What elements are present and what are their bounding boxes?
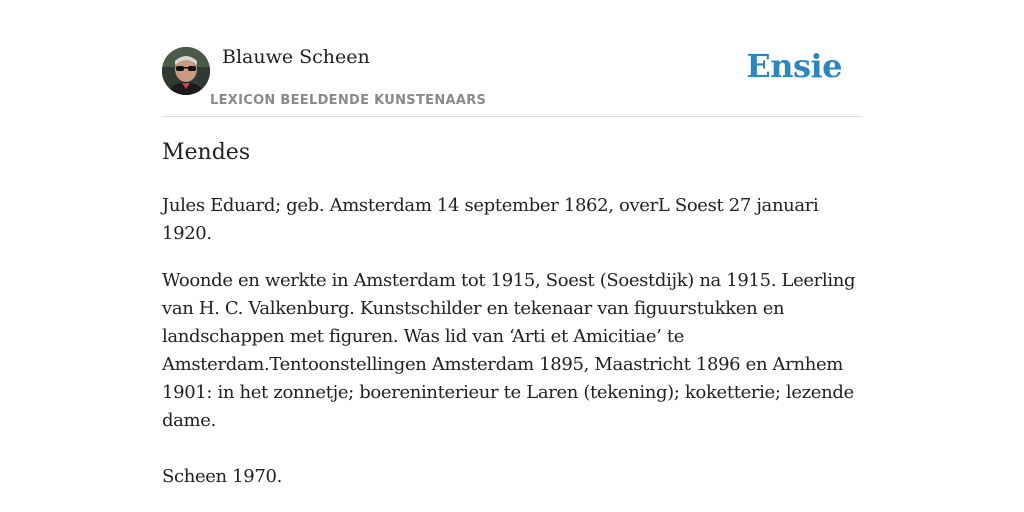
article-paragraph: Woonde en werkte in Amsterdam tot 1915, Soest (Soestdijk) na 1915. Leerling van H. C. Valkenburg. Kunstschilder en tekenaar van figuurstukken en landschappen met figuren. Was lid van ‘Arti et Amicitiae’ te Amsterdam.Tentoonstellingen Amsterdam 1895, Maastricht 1896 en Arnhem 1901: in het zonnetje; boereninterieur te Laren (tekening); koketterie; lezende dame. [162, 270, 856, 431]
article-source: Scheen 1970. [162, 466, 282, 487]
article-header [162, 0, 862, 117]
author-name[interactable]: Blauwe Scheen [222, 46, 370, 68]
category-link[interactable]: LEXICON BEELDENDE KUNSTENAARS [210, 93, 487, 108]
ensie-logo[interactable]: Ensie [746, 47, 842, 85]
article-paragraph: Jules Eduard; geb. Amsterdam 14 september 1862, overL Soest 27 januari 1920. [162, 195, 819, 244]
avatar-portrait-icon [162, 47, 210, 95]
article-title: Mendes [162, 140, 251, 165]
page-container [162, 0, 862, 487]
author-avatar[interactable] [162, 47, 210, 95]
article-body [162, 192, 862, 491]
